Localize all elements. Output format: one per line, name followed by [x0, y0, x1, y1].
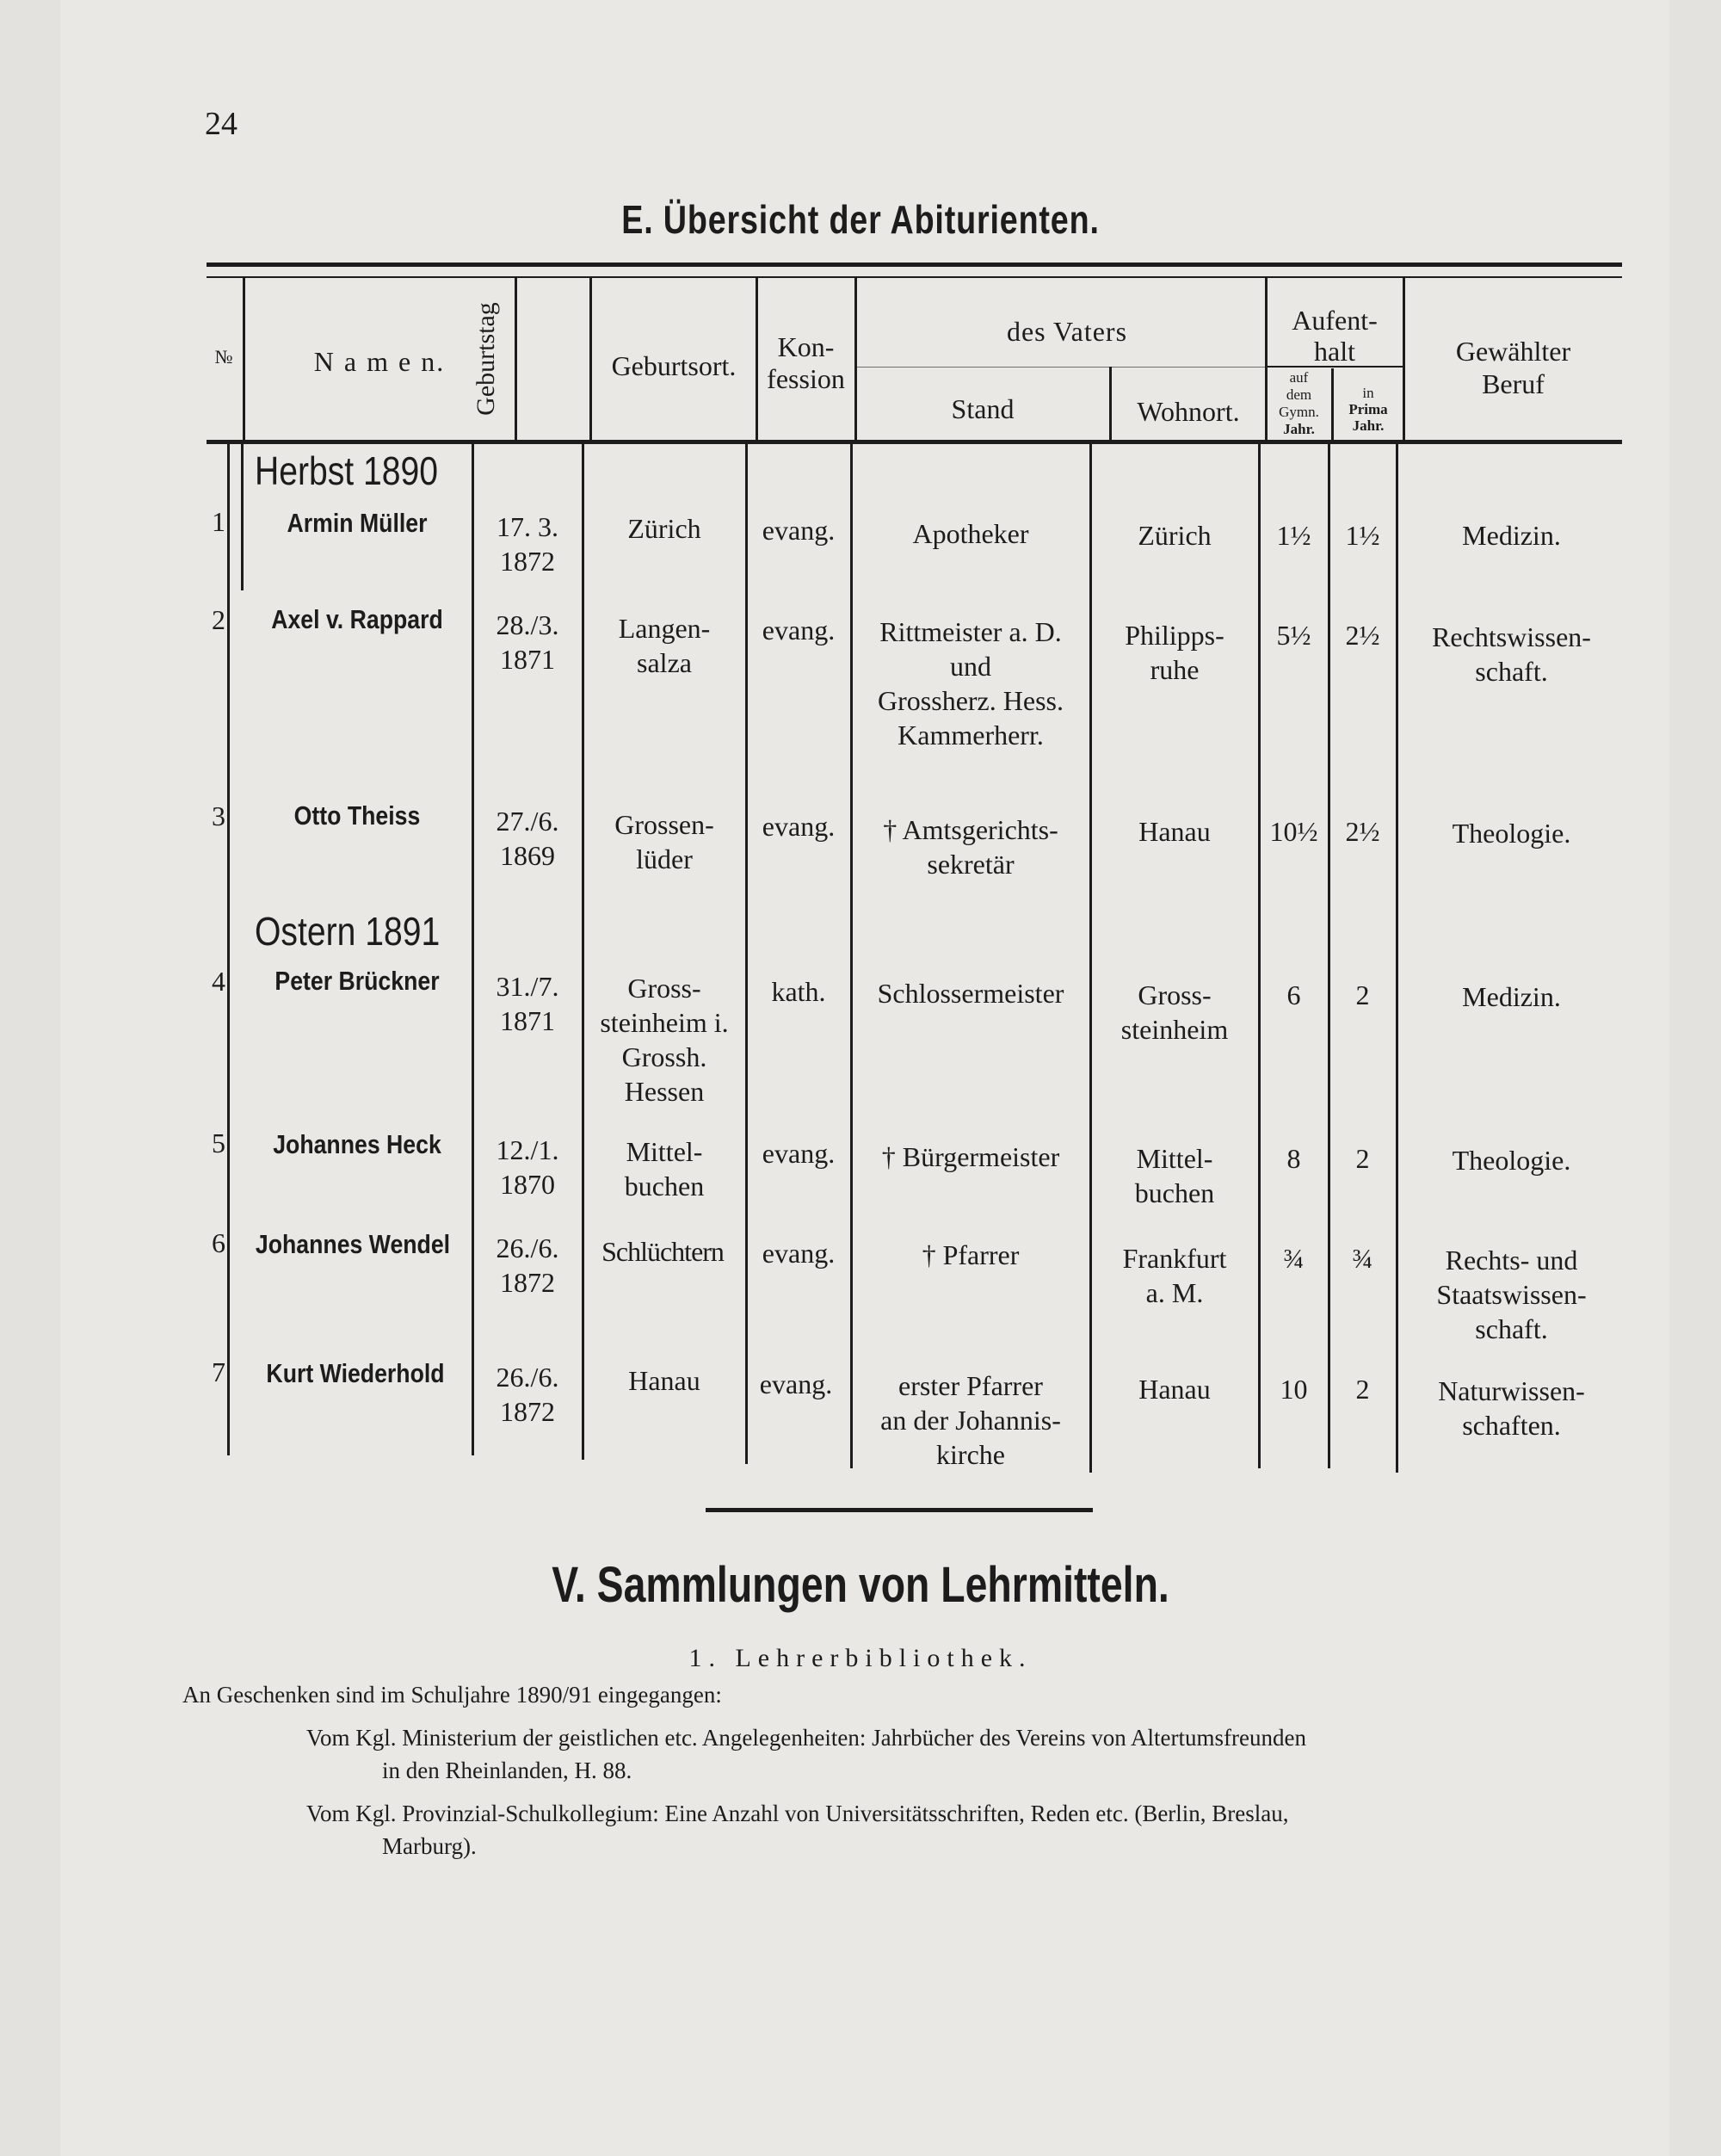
header-name: N a m e n. [313, 346, 446, 377]
father-occupation: Rittmeister a. D. und Grossherz. Hess. Kammerherr. [878, 616, 1064, 751]
stay-gymn: ¾ [1283, 1243, 1305, 1274]
body-col-divider [472, 444, 474, 1455]
row-number: 5 [212, 1127, 225, 1158]
birthday: 12./1. 1870 [496, 1134, 559, 1200]
header-stay-prima-1: in [1362, 385, 1374, 401]
father-occupation: Schlossermeister [877, 978, 1064, 1009]
student-name: Armin Müller [287, 508, 428, 538]
birthday: 31./7. 1871 [496, 971, 559, 1036]
stay-prima: 2 [1355, 1143, 1370, 1174]
profession: Theologie. [1452, 1145, 1571, 1176]
stay-prima: 2 [1355, 979, 1370, 1010]
confession: evang. [762, 615, 836, 646]
stay-prima: ¾ [1352, 1243, 1373, 1274]
confession: evang. [759, 1368, 833, 1399]
header-stay-gymn-2: dem [1286, 386, 1312, 403]
header-stay-prima-3: Jahr. [1352, 417, 1385, 434]
stay-gymn: 10 [1280, 1374, 1308, 1405]
student-name: Axel v. Rappard [271, 604, 443, 634]
birthday: 28./3. 1871 [496, 609, 559, 675]
student-name: Peter Brückner [274, 966, 440, 996]
library-intro: An Geschenken sind im Schuljahre 1890/91 eingegangen: [182, 1682, 722, 1708]
row-number: 4 [212, 966, 225, 997]
row-number: 6 [212, 1227, 225, 1258]
header-father-residence: Wohnort. [1137, 396, 1240, 427]
father-occupation: † Pfarrer [922, 1239, 1020, 1270]
row-number: 7 [212, 1356, 225, 1387]
birthday: 26./6. 1872 [496, 1232, 559, 1298]
student-name: Johannes Wendel [255, 1229, 451, 1259]
confession: kath. [771, 976, 826, 1007]
header-stay-prima-2: Prima [1348, 401, 1388, 417]
father-residence: Gross- steinheim [1120, 979, 1229, 1045]
father-occupation: † Bürgermeister [881, 1141, 1060, 1172]
father-residence: Zürich [1138, 520, 1212, 551]
body-col-divider [1328, 444, 1330, 1468]
table-header-rule [207, 440, 1622, 444]
father-residence: Mittel- buchen [1134, 1143, 1215, 1208]
group-heading: Herbst 1890 [255, 448, 439, 493]
body-col-divider [582, 444, 584, 1460]
header-confession-2: fession [767, 363, 845, 394]
birthplace: Gross- steinheim i. Grossh. Hessen [600, 973, 729, 1107]
confession: evang. [762, 1238, 836, 1269]
body-col-divider [745, 444, 748, 1464]
father-residence: Philipps- ruhe [1125, 620, 1224, 685]
birthplace: Langen- salza [618, 613, 711, 678]
birthday: 17. 3. 1872 [497, 511, 558, 577]
body-col-divider [1258, 444, 1261, 1468]
profession: Medizin. [1462, 981, 1561, 1012]
confession: evang. [762, 811, 836, 842]
stay-gymn: 10½ [1269, 816, 1318, 847]
stay-gymn: 6 [1286, 979, 1301, 1010]
header-father: des Vaters [1006, 316, 1128, 347]
subsection-heading: V. Sammlungen von Lehrmitteln. [552, 1557, 1169, 1613]
library-entry: in den Rheinlanden, H. 88. [382, 1758, 632, 1783]
header-col-divider [515, 278, 517, 440]
profession: Medizin. [1462, 520, 1561, 551]
father-occupation: erster Pfarrer an der Johannis- kirche [880, 1370, 1061, 1470]
father-residence: Frankfurt a. M. [1122, 1243, 1227, 1308]
stay-gymn: 8 [1286, 1143, 1301, 1174]
section-heading: E. Übersicht der Abiturienten. [621, 197, 1100, 242]
stay-prima: 2½ [1345, 816, 1380, 847]
father-residence: Hanau [1138, 1374, 1211, 1405]
header-profession-1: Gewählter [1455, 336, 1571, 367]
confession: evang. [762, 515, 836, 546]
header-profession-2: Beruf [1482, 368, 1545, 399]
profession: Rechtswissen- schaft. [1432, 621, 1591, 687]
birthday: 26./6. 1872 [496, 1362, 559, 1427]
header-stay-1: Aufent- [1292, 305, 1378, 336]
profession: Naturwissen- schaften. [1438, 1375, 1585, 1441]
birthplace: Schlüchtern [601, 1236, 724, 1267]
birthplace: Zürich [627, 513, 701, 544]
birthplace: Grossen- lüder [614, 809, 714, 874]
student-name: Kurt Wiederhold [266, 1358, 445, 1388]
header-father-occupation: Stand [951, 393, 1015, 424]
profession: Theologie. [1452, 818, 1571, 849]
stay-gymn: 5½ [1276, 620, 1311, 651]
father-occupation: † Amtsgerichts- sekretär [883, 814, 1058, 880]
body-col-divider [1089, 444, 1092, 1473]
header-stay-gymn-1: auf [1289, 369, 1309, 386]
father-occupation: Apotheker [912, 518, 1029, 549]
header-birthday: Geburtstag [472, 302, 500, 416]
section-divider [706, 1508, 1093, 1512]
stay-prima: 2 [1355, 1374, 1370, 1405]
header-stay-gymn-4: Jahr. [1283, 421, 1315, 437]
table-top-rule [207, 263, 1622, 267]
library-entry: Vom Kgl. Provinzial-Schulkollegium: Eine Anzahl von Universitätsschriften, Reden etc. (Berlin, Breslau, [306, 1801, 1289, 1826]
header-number: № [214, 346, 233, 368]
row-number: 2 [212, 604, 225, 635]
student-name: Johannes Heck [273, 1129, 441, 1159]
row-number: 3 [212, 800, 225, 831]
page-background [60, 0, 1669, 2156]
stay-prima: 1½ [1345, 520, 1380, 551]
confession: evang. [762, 1138, 836, 1169]
header-stay-2: halt [1314, 336, 1355, 367]
library-entry: Vom Kgl. Ministerium der geistlichen etc. Angelegenheiten: Jahrbücher des Vereins von Altertumsfreunden [306, 1725, 1306, 1751]
stay-prima: 2½ [1345, 620, 1380, 651]
body-col-divider [850, 444, 853, 1468]
birthplace: Hanau [628, 1365, 700, 1396]
body-col-divider [227, 444, 230, 1455]
birthday: 27./6. 1869 [496, 806, 559, 871]
father-residence: Hanau [1138, 816, 1211, 847]
page-number: 24 [205, 106, 237, 142]
profession: Rechts- und Staatswissen- schaft. [1436, 1245, 1587, 1344]
table-top-rule-thin [207, 276, 1622, 278]
header-confession-1: Kon- [777, 331, 835, 362]
father-subheader-rule [856, 367, 1265, 368]
library-title: 1. Lehrerbibliothek. [688, 1644, 1033, 1672]
header-birthplace: Geburtsort. [611, 350, 737, 381]
row-number: 1 [212, 506, 225, 537]
stay-gymn: 1½ [1276, 520, 1311, 551]
library-entry: Marburg). [382, 1833, 477, 1859]
student-name: Otto Theiss [293, 800, 421, 831]
birthplace: Mittel- buchen [624, 1136, 705, 1202]
header-stay-gymn-3: Gymn. [1279, 404, 1319, 420]
group-heading: Ostern 1891 [255, 909, 441, 954]
body-col-divider [241, 444, 244, 590]
